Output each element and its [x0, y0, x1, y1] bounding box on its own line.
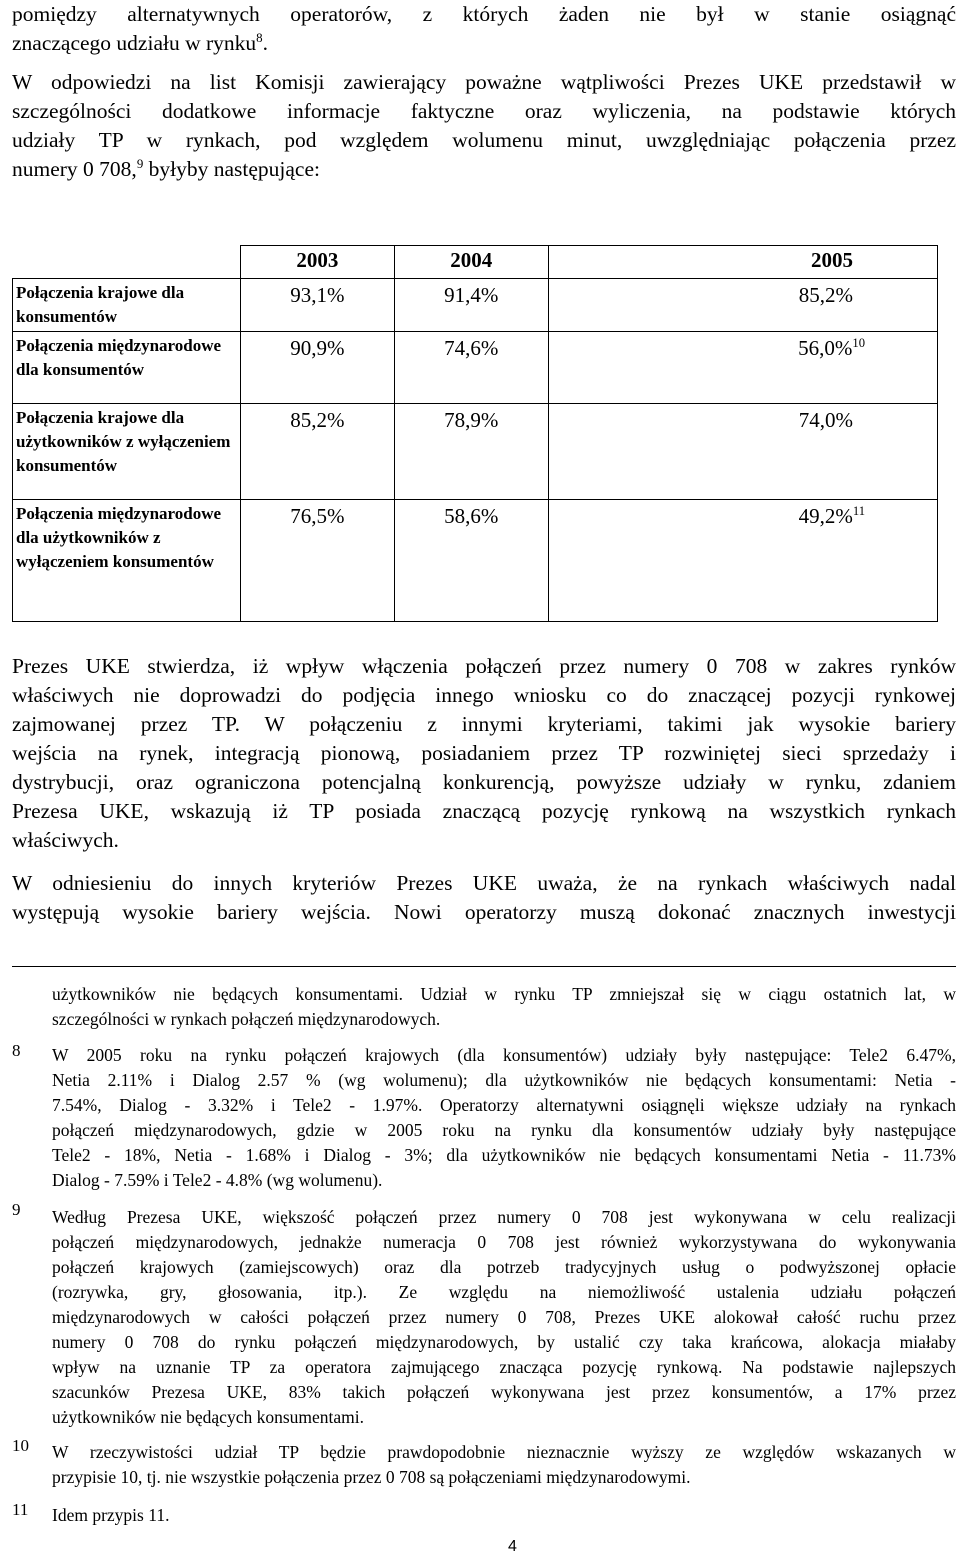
table-row: [13, 332, 938, 404]
text-span: numery 0 708,: [12, 157, 137, 181]
text-span: znaczącego udziału w rynku: [12, 31, 257, 55]
text-line: użytkowników nie będących konsumentami. Udział w rynku TP zmniejszał się w ciągu ostatnich lat, w: [52, 984, 956, 1004]
table-corner-cell: [13, 246, 241, 279]
text-line: W rzeczywistości udział TP będzie prawdopodobnie nieznacznie wyższy ze względów wskazanych w: [52, 1442, 956, 1462]
footnote-ref-10: 10: [852, 336, 865, 350]
text-line: W odniesieniu do innych kryteriów Prezes UKE uważa, że na rynkach właściwych nadal: [12, 871, 956, 895]
year-header: 2004: [394, 246, 548, 279]
text-line: wejścia na rynek, integracją pionową, posiadaniem przez TP rozwiniętej sieci sprzedaży i: [12, 741, 956, 765]
market-share-table: [12, 245, 938, 622]
text-line: szczególności dodatkowe informacje faktyczne oraz wyliczenia, na podstawie których: [12, 99, 956, 123]
text-line: Netia 2.11% i Dialog 2.57 % (wg wolumenu); dla użytkowników nie będących konsumentami: Netia -: [52, 1070, 956, 1090]
table-row: [13, 500, 938, 622]
table-row: [13, 279, 938, 332]
table-cell: 93,1%: [241, 279, 395, 332]
footnote-continuation: [52, 982, 956, 1032]
table-cell: 74,0%: [548, 404, 937, 500]
footnote-11: [52, 1503, 956, 1528]
text-line: dystrybucji, oraz ograniczona potencjalną konkurencją, powyższe udziały w rynku, zdaniem: [12, 770, 956, 794]
text-line: [12, 155, 956, 184]
text-line: numery 0 708 do rynku połączeń międzynarodowych, by ustalić czy taka krańcowa, alokacja miałaby: [52, 1332, 956, 1352]
page-number: 4: [508, 1538, 517, 1555]
table-cell: 58,6%: [394, 500, 548, 622]
footnote-number: 9: [12, 1200, 21, 1219]
text-line: W odpowiedzi na list Komisji zawierający poważne wątpliwości Prezes UKE przedstawił w: [12, 70, 956, 94]
text-line: [12, 29, 956, 58]
text-line: międzynarodowych w całości połączeń przez numery 0 708, Prezes UKE alokował całość ruchu przez: [52, 1307, 956, 1327]
text-line: pomiędzy alternatywnych operatorów, z których żaden nie był w stanie osiągnąć: [12, 2, 956, 26]
text-line: właściwych nie doprowadzi do podjęcia innego wniosku co do znaczącej pozycji rynkowej: [12, 683, 956, 707]
footnote-number: 10: [12, 1436, 29, 1455]
footnote-8: [52, 1043, 956, 1193]
text-span: byłyby następujące:: [143, 157, 320, 181]
text-line: połączeń krajowych (zamiejscowych) oraz dla potrzeb tradycyjnych usług o podwyższonej opłacie: [52, 1257, 956, 1277]
paragraph-intro: [12, 0, 956, 58]
text-span: .: [262, 31, 268, 55]
text-line: Prezes UKE stwierdza, iż wpływ włączenia połączeń przez numery 0 708 w zakres rynków: [12, 654, 956, 678]
text-line: Dialog - 7.59% i Tele2 - 4.8% (wg wolumenu).: [52, 1170, 383, 1190]
footnote-number: 8: [12, 1041, 21, 1060]
text-line: 7.54%, Dialog - 3.32% i Tele2 - 1.97%. Operatorzy alternatywni osiągnęli większe udziały na rynkach: [52, 1095, 956, 1115]
text-line: przypisie 10, tj. nie wszystkie połączenia przez 0 708 są połączeniami międzynarodowymi.: [52, 1467, 691, 1487]
row-label: Połączenia międzynarodowe dla użytkowników z wyłączeniem konsumentów: [13, 500, 241, 622]
text-line: występują wysokie bariery wejścia. Nowi operatorzy muszą dokonać znacznych inwestycji: [12, 900, 956, 924]
text-line: Idem przypis 11.: [52, 1505, 170, 1525]
table-header-row: [13, 246, 938, 279]
table-cell: 85,2%: [241, 404, 395, 500]
text-line: Według Prezesa UKE, większość połączeń przez numery 0 708 jest wykonywana w celu realizacji: [52, 1207, 956, 1227]
text-line: wpływ na uznanie TP za operatora zajmującego znacząca pozycję rynkową. Na podstawie najlepszych: [52, 1357, 956, 1377]
footnote-number: 11: [12, 1500, 29, 1519]
table-cell: [548, 500, 937, 622]
table-cell: 78,9%: [394, 404, 548, 500]
paragraph-barriers: [12, 869, 956, 927]
row-label: Połączenia krajowe dla konsumentów: [13, 279, 241, 332]
table-cell: 90,9%: [241, 332, 395, 404]
footnote-9: [52, 1205, 956, 1430]
table-row: [13, 404, 938, 500]
year-header: 2003: [241, 246, 395, 279]
cell-value: 49,2%: [798, 504, 853, 528]
text-line: (rozrywka, gry, głosowania, itp.). Ze względu na niemożliwość ustalenia udziału połączeń: [52, 1282, 956, 1302]
row-label: Połączenia krajowe dla użytkowników z wyłączeniem konsumentów: [13, 404, 241, 500]
text-line: połączeń międzynarodowych, gdzie w 2005 roku na rynku dla konsumentów udziały były następujące: [52, 1120, 956, 1140]
row-label: Połączenia międzynarodowe dla konsumentów: [13, 332, 241, 404]
text-line: połączeń międzynarodowych, jednakże numeracja 0 708 jest również wykorzystywana do wykonywania: [52, 1232, 956, 1252]
footnote-ref-11: 11: [852, 504, 865, 518]
footnote-10: [52, 1440, 956, 1490]
text-line: udziały TP w rynkach, pod względem wolumenu minut, uwzględniając połączenia przez: [12, 128, 956, 152]
paragraph-response: [12, 68, 956, 184]
cell-value: 56,0%: [798, 336, 853, 360]
text-line: szczególności w rynkach połączeń międzynarodowych.: [52, 1009, 441, 1029]
table-cell: 91,4%: [394, 279, 548, 332]
text-line: właściwych.: [12, 828, 119, 852]
footnote-ref-9: 9: [136, 156, 144, 171]
year-header: 2005: [548, 246, 937, 279]
text-line: Prezesa UKE, wskazują iż TP posiada znaczącą pozycję rynkową na wszystkich rynkach: [12, 799, 956, 823]
table-cell: [548, 332, 937, 404]
footnote-separator: [12, 966, 956, 967]
text-line: Tele2 - 18%, Netia - 1.68% i Dialog - 3%; dla użytkowników nie będących konsumentami Netia - 11.73%: [52, 1145, 956, 1165]
text-line: użytkowników nie będących konsumentami.: [52, 1407, 365, 1427]
paragraph-statement: [12, 652, 956, 855]
text-line: zajmowanej przez TP. W połączeniu z innymi kryteriami, takimi jak wysokie bariery: [12, 712, 956, 736]
table-cell: 74,6%: [394, 332, 548, 404]
table-cell: 76,5%: [241, 500, 395, 622]
footnote-ref-8: 8: [256, 30, 263, 45]
text-line: szacunków Prezesa UKE, 83% takich połączeń wykonywana jest przez konsumentów, a 17% przez: [52, 1382, 956, 1402]
table-cell: 85,2%: [548, 279, 937, 332]
text-line: W 2005 roku na rynku połączeń krajowych (dla konsumentów) udziały były następujące: Tele2 6.47%,: [52, 1045, 956, 1065]
